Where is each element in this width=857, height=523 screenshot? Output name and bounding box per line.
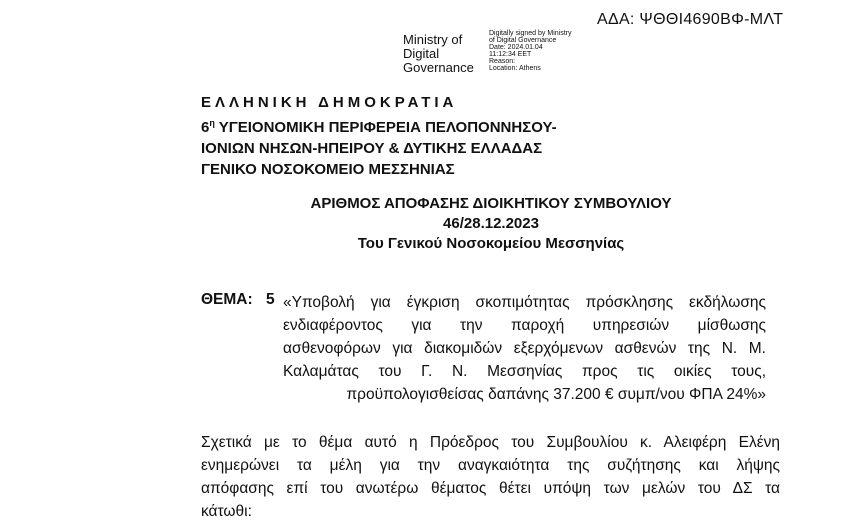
signature-name-line: Governance <box>403 60 474 75</box>
signature-detail-line: Reason: <box>489 58 516 65</box>
signature-detail-line: of Digital Governance <box>489 37 557 44</box>
health-region-line <box>201 113 557 138</box>
subject-line: ενδιαφέροντος για την παροχή υπηρεσιών μίσθωσης <box>283 317 766 334</box>
decision-body: Του Γενικού Νοσοκομείου Μεσσηνίας <box>357 235 625 252</box>
subject-line: «Υποβολή για έγκριση σκοπιμότητας πρόσκλησης εκδήλωσης <box>283 294 766 311</box>
signature-detail-line: Digitally signed by Ministry <box>489 30 572 37</box>
health-region-line-2: ΙΟΝΙΩΝ ΝΗΣΩΝ-ΗΠΕΙΡΟΥ & ΔΥΤΙΚΗΣ ΕΛΛΑΔΑΣ <box>201 140 543 157</box>
region-name: ΥΓΕΙΟΝΟΜΙΚΗ ΠΕΡΙΦΕΡΕΙΑ ΠΕΛΟΠΟΝΝΗΣΟΥ- <box>214 119 557 136</box>
body-paragraph <box>201 431 780 523</box>
body-line: Σχετικά με το θέμα αυτό η Πρόεδρος του Συμβουλίου κ. Αλειφέρη Ελένη <box>201 434 780 451</box>
subject-number: 5 <box>266 291 275 308</box>
signature-detail-line: Location: Athens <box>489 65 541 72</box>
republic-heading: ΕΛΛΗΝΙΚΗ ΔΗΜΟΚΡΑΤΙΑ <box>201 94 458 111</box>
signature-name-line: Ministry of <box>403 32 463 47</box>
subject-line: ασθενοφόρων για διακομιδών εξερχόμενων ασθενών της Ν. Μ. <box>283 340 766 357</box>
body-line: απόφασης επί του ανωτέρω θέματος θέτει υπόψη των μελών του ΔΣ τα <box>201 480 780 497</box>
decision-block <box>221 194 761 254</box>
signature-detail-line: 11:12:34 EET <box>489 51 532 58</box>
subject-line: Καλαμάτας του Γ. Ν. Μεσσηνίας προς τις οικίες τους, <box>283 363 766 380</box>
signature-name-line: Digital <box>403 46 440 61</box>
decision-title: ΑΡΙΘΜΟΣ ΑΠΟΦΑΣΗΣ ΔΙΟΙΚΗΤΙΚΟΥ ΣΥΜΒΟΥΛΙΟΥ <box>310 195 672 212</box>
signature-detail-line: Date: 2024.01.04 <box>489 44 543 51</box>
digital-signature-details <box>489 30 571 72</box>
digital-signature-name <box>403 33 474 75</box>
hospital-name: ΓΕΝΙΚΟ ΝΟΣΟΚΟΜΕΙΟ ΜΕΣΣΗΝΙΑΣ <box>201 161 455 178</box>
region-ordinal: η <box>209 118 215 128</box>
subject-line: προϋπολογισθείσας δαπάνης 37.200 € συμπ/νου ΦΠΑ 24%» <box>346 386 766 403</box>
document-header <box>201 93 557 180</box>
body-line: κάτωθι: <box>201 503 252 520</box>
body-line: ενημερώνει τα μέλη για την αναγκαιότητα της συζήτησης και λήψης <box>201 457 780 474</box>
ada-code: ΑΔΑ: ΨΘΘΙ4690ΒΦ-ΜΛΤ <box>597 11 784 28</box>
subject-text <box>283 291 766 406</box>
decision-number: 46/28.12.2023 <box>443 215 539 232</box>
region-number: 6 <box>201 119 210 136</box>
subject-label: ΘΕΜΑ: <box>201 291 253 308</box>
